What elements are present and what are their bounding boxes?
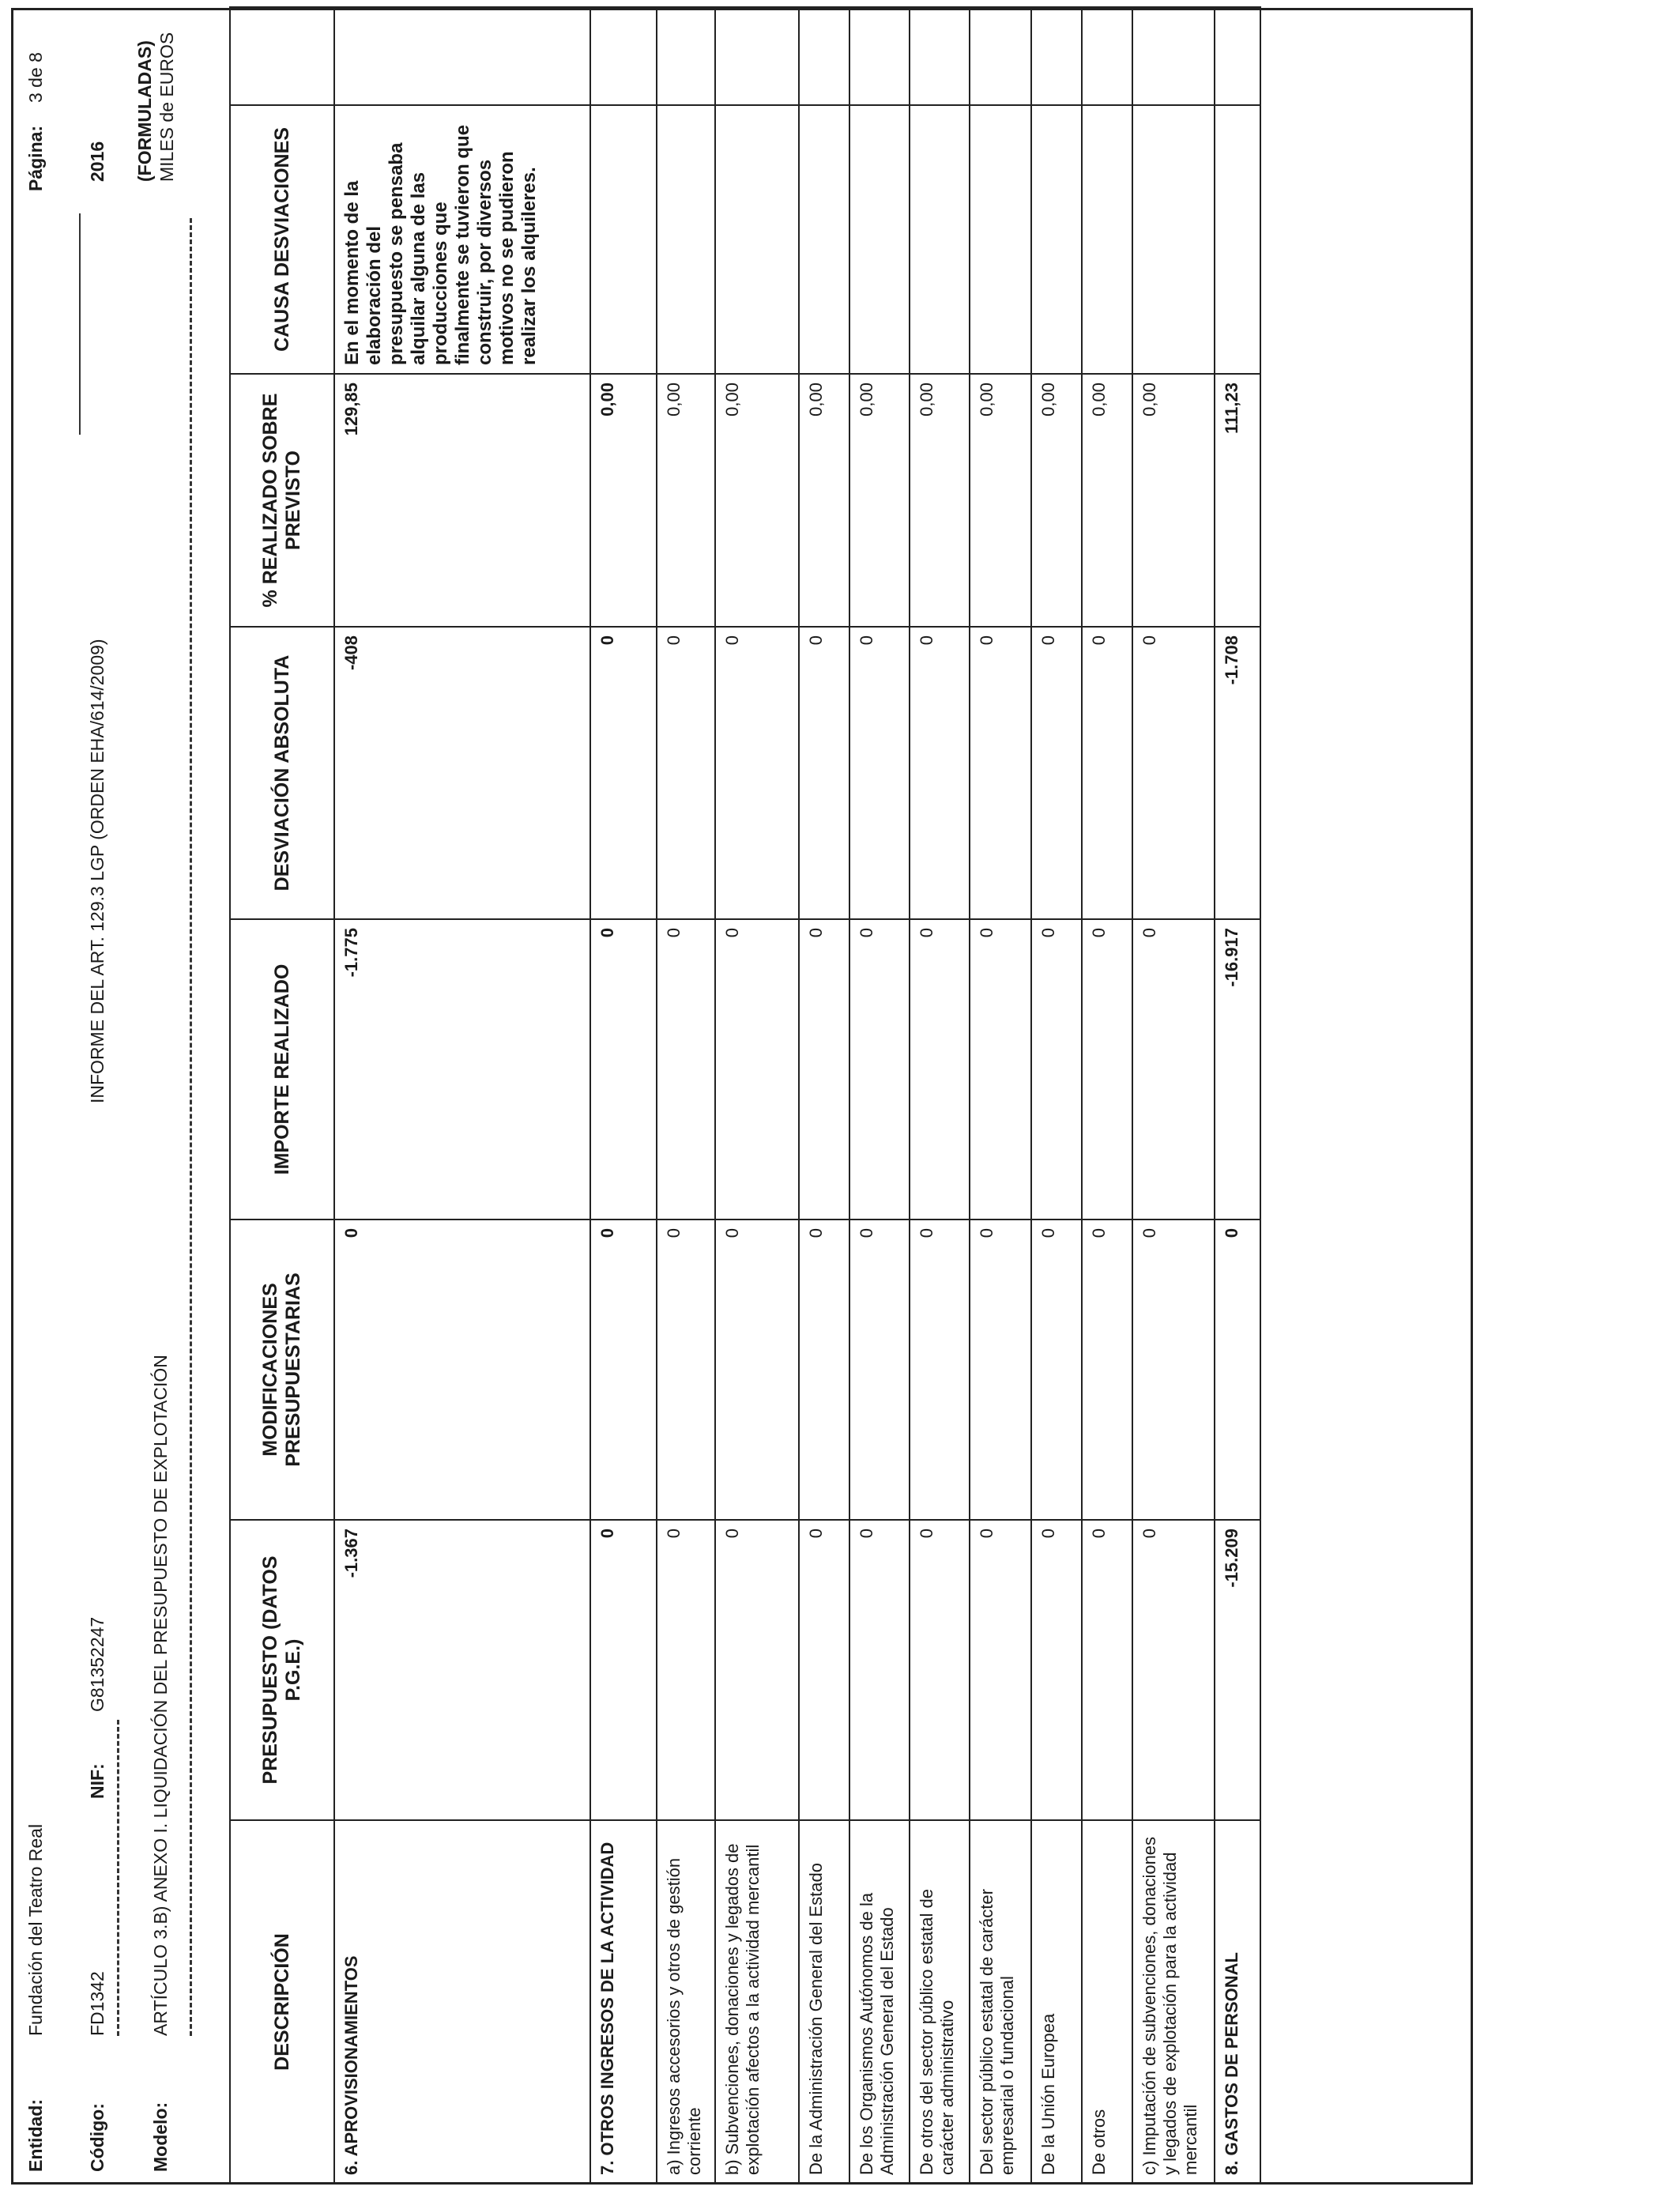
cell-presupuesto: -15.209 — [1215, 1520, 1260, 1820]
cell-desviacion: 0 — [590, 627, 657, 919]
cell-presupuesto: 0 — [1132, 1520, 1215, 1820]
cell-importe: 0 — [590, 919, 657, 1220]
cell-descripcion: De la Unión Europea — [1031, 1820, 1082, 2184]
codigo-value: FD1342 — [87, 1971, 107, 2036]
cell-desviacion: 0 — [715, 627, 799, 919]
cell-porcentaje: 0,00 — [1031, 374, 1082, 627]
cell-descripcion: Del sector público estatal de carácter empresarial o fundacional — [970, 1820, 1031, 2184]
cell-descripcion: De la Administración General del Estado — [799, 1820, 849, 2184]
cell-causa — [1031, 105, 1082, 374]
cell-causa — [1082, 105, 1132, 374]
cell-modificaciones: 0 — [799, 1220, 849, 1520]
cell-porcentaje: 111,23 — [1215, 374, 1260, 627]
cell-desviacion: 0 — [970, 627, 1031, 919]
unidades: MILES de EUROS — [156, 32, 177, 182]
cell-modificaciones: 0 — [715, 1220, 799, 1520]
cell-modificaciones: 0 — [1031, 1220, 1082, 1520]
cell-presupuesto: 0 — [1031, 1520, 1082, 1820]
cell-modificaciones: 0 — [910, 1220, 970, 1520]
table-row — [334, 7, 590, 2184]
col-header: MODIFICACIONES PRESUPUESTARIAS — [230, 1220, 334, 1520]
cell-causa — [657, 105, 715, 374]
cell-descripcion: 7. OTROS INGRESOS DE LA ACTIVIDAD — [590, 1820, 657, 2184]
cell-importe: 0 — [715, 919, 799, 1220]
col-header: IMPORTE REALIZADO — [230, 919, 334, 1220]
cell-causa — [799, 105, 849, 374]
cell-presupuesto: 0 — [799, 1520, 849, 1820]
cell-desviacion: 0 — [910, 627, 970, 919]
cell-modificaciones: 0 — [1215, 1220, 1260, 1520]
col-header: PRESUPUESTO (DATOS P.G.E.) — [230, 1520, 334, 1820]
cell-causa — [1132, 105, 1215, 374]
cell-presupuesto: -1.367 — [334, 1520, 590, 1820]
modelo-value: ARTÍCULO 3.B) ANEXO I. LIQUIDACIÓN DEL PRESUPUESTO DE EXPLOTACIÓN — [150, 1355, 171, 2036]
cell-blank — [799, 7, 849, 105]
nif-value: G81352247 — [87, 1616, 107, 1712]
cell-importe: 0 — [910, 919, 970, 1220]
cell-descripcion: De otros del sector público estatal de carácter administrativo — [910, 1820, 970, 2184]
nif-label: NIF: — [87, 1763, 107, 1799]
cell-presupuesto: 0 — [970, 1520, 1031, 1820]
cell-causa — [715, 105, 799, 374]
cell-porcentaje: 0,00 — [1132, 374, 1215, 627]
cell-importe: -16.917 — [1215, 919, 1260, 1220]
cell-porcentaje: 0,00 — [910, 374, 970, 627]
cell-porcentaje: 0,00 — [849, 374, 910, 627]
cell-blank — [590, 7, 657, 105]
cell-modificaciones: 0 — [590, 1220, 657, 1520]
blank-column — [230, 7, 334, 105]
col-header: DESCRIPCIÓN — [230, 1820, 334, 2184]
col-header: % REALIZADO SOBRE PREVISTO — [230, 374, 334, 627]
informe-title: INFORME DEL ART. 129.3 LGP (ORDEN EHA/614/2009) — [87, 639, 107, 1103]
col-header: CAUSA DESVIACIONES — [230, 105, 334, 374]
cell-blank — [657, 7, 715, 105]
cell-blank — [334, 7, 590, 105]
cell-presupuesto: 0 — [715, 1520, 799, 1820]
cell-importe: 0 — [849, 919, 910, 1220]
cell-causa — [849, 105, 910, 374]
cell-presupuesto: 0 — [657, 1520, 715, 1820]
cell-desviacion: -408 — [334, 627, 590, 919]
pagina-value: 3 de 8 — [25, 52, 46, 103]
cell-descripcion: c) Imputación de subvenciones, donaciones y legados de explotación para la actividad mercantil — [1132, 1820, 1215, 2184]
dashed-divider — [117, 1720, 119, 2036]
cell-porcentaje: 0,00 — [799, 374, 849, 627]
cell-blank — [1031, 7, 1082, 105]
table-header-row — [230, 7, 334, 2184]
cell-modificaciones: 0 — [657, 1220, 715, 1520]
cell-causa — [1215, 105, 1260, 374]
cell-blank — [1082, 7, 1132, 105]
cell-presupuesto: 0 — [910, 1520, 970, 1820]
table-row — [657, 7, 715, 2184]
cell-blank — [970, 7, 1031, 105]
cell-modificaciones: 0 — [970, 1220, 1031, 1520]
cell-modificaciones: 0 — [1132, 1220, 1215, 1520]
cell-desviacion: 0 — [1132, 627, 1215, 919]
cell-causa: En el momento de la elaboración del presupuesto se pensaba alquilar alguna de las producciones que finalmente se tuvieron que construir, por diversos motivos no se pudieron realizar los alquileres. — [334, 105, 590, 374]
table-row — [1132, 7, 1215, 2184]
year: 2016 — [87, 141, 107, 182]
cell-descripcion: a) Ingresos accesorios y otros de gestión corriente — [657, 1820, 715, 2184]
cell-descripcion: 8. GASTOS DE PERSONAL — [1215, 1820, 1260, 2184]
table-row — [799, 7, 849, 2184]
cell-importe: 0 — [1082, 919, 1132, 1220]
cell-descripcion: De otros — [1082, 1820, 1132, 2184]
cell-causa — [910, 105, 970, 374]
cell-blank — [1132, 7, 1215, 105]
cell-causa — [590, 105, 657, 374]
cell-porcentaje: 0,00 — [1082, 374, 1132, 627]
cell-importe: -1.775 — [334, 919, 590, 1220]
pagina-label: Página: — [25, 125, 46, 191]
cell-desviacion: -1.708 — [1215, 627, 1260, 919]
cell-importe: 0 — [799, 919, 849, 1220]
cell-descripcion: b) Subvenciones, donaciones y legados de explotación afectos a la actividad mercantil — [715, 1820, 799, 2184]
cell-desviacion: 0 — [849, 627, 910, 919]
cell-modificaciones: 0 — [849, 1220, 910, 1520]
table-row — [1215, 7, 1260, 2184]
table-row — [590, 7, 657, 2184]
cell-blank — [910, 7, 970, 105]
entidad-label: Entidad: — [25, 2099, 46, 2172]
cell-blank — [1215, 7, 1260, 105]
dashed-divider-long — [190, 218, 192, 2036]
cell-porcentaje: 0,00 — [715, 374, 799, 627]
cell-importe: 0 — [1132, 919, 1215, 1220]
cell-importe: 0 — [970, 919, 1031, 1220]
entidad-value: Fundación del Teatro Real — [25, 1823, 46, 2036]
table-row — [910, 7, 970, 2184]
cell-presupuesto: 0 — [1082, 1520, 1132, 1820]
cell-porcentaje: 129,85 — [334, 374, 590, 627]
cell-descripcion: 6. APROVISIONAMIENTOS — [334, 1820, 590, 2184]
cell-blank — [715, 7, 799, 105]
cell-descripcion: De los Organismos Autónomos de la Administración General del Estado — [849, 1820, 910, 2184]
formuladas: (FORMULADAS) — [134, 40, 155, 182]
cell-importe: 0 — [1031, 919, 1082, 1220]
table-row — [1082, 7, 1132, 2184]
cell-presupuesto: 0 — [849, 1520, 910, 1820]
cell-importe: 0 — [657, 919, 715, 1220]
table-row — [715, 7, 799, 2184]
codigo-label: Código: — [87, 2103, 107, 2172]
cell-desviacion: 0 — [799, 627, 849, 919]
table-row — [970, 7, 1031, 2184]
cell-desviacion: 0 — [657, 627, 715, 919]
cell-porcentaje: 0,00 — [657, 374, 715, 627]
cell-blank — [849, 7, 910, 105]
liquidation-table — [229, 6, 1261, 2185]
table-row — [849, 7, 910, 2184]
cell-causa — [970, 105, 1031, 374]
col-header: DESVIACIÓN ABSOLUTA — [230, 627, 334, 919]
cell-modificaciones: 0 — [1082, 1220, 1132, 1520]
cell-presupuesto: 0 — [590, 1520, 657, 1820]
modelo-label: Modelo: — [150, 2102, 171, 2172]
cell-desviacion: 0 — [1031, 627, 1082, 919]
cell-modificaciones: 0 — [334, 1220, 590, 1520]
table-row — [1031, 7, 1082, 2184]
cell-porcentaje: 0,00 — [590, 374, 657, 627]
solid-divider — [79, 213, 81, 435]
cell-porcentaje: 0,00 — [970, 374, 1031, 627]
cell-desviacion: 0 — [1082, 627, 1132, 919]
